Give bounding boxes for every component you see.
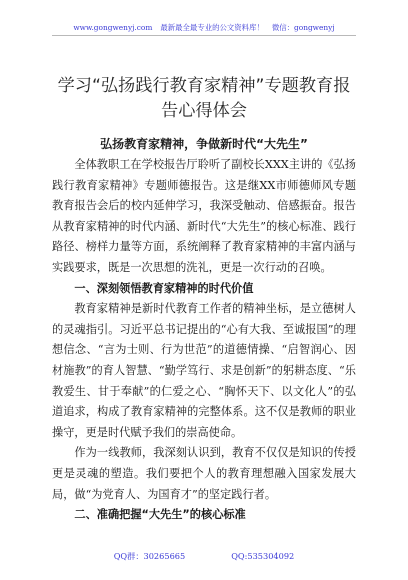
header-divider [52,35,356,36]
section-1-paragraph-2: 作为一线教师，我深刻认识到，教育不仅仅是知识的传授更是灵魂的塑造。我们要把个人的教育理想融入国家发展大局，做“为党育人、为国育才”的坚定践行者。 [52,446,356,501]
header-website-link[interactable]: www.gongwenyj.com [73,23,153,32]
footer-qq-contact: QQ:535304092 [231,551,295,561]
header-tagline: 最新最全最专业的公文资料库！ [160,23,264,32]
page-footer [0,551,408,562]
document-subtitle: 弘扬教育家精神，争做新时代“大先生” [100,137,308,151]
section-1-paragraph-1: 教育家精神是新时代教育工作者的精神坐标，是立德树人的灵魂指引。习近平总书记提出的“心有大我、至诚报国”的理想信念、“言为士则、行为世范”的道德情操、“启智润心、因材施教”的育人智慧、“勤学笃行、求是创新”的躬耕态度、“乐教爱生、甘于奉献”的仁爱之心、“胸怀天下、以文化人”的弘道追求，构成了教育家精神的完整体系。这不仅是教师的职业操守，更是时代赋予我们的崇高使命。 [52,302,356,439]
document-title: 学习“弘扬践行教育家精神”专题教育报告心得体会 [57,76,351,121]
document-body [52,155,356,526]
page-header [0,22,408,33]
section-heading-2: 二、准确把握“大先生”的核心标准 [74,508,246,522]
footer-qq-group: QQ群：30265665 [113,551,186,561]
header-wechat: 微信：gongwenyj [271,23,335,32]
intro-paragraph: 全体教职工在学校报告厅聆听了副校长XXX主讲的《弘扬践行教育家精神》专题师德报告。这是继XX市师德师风专题教育报告会后的校内延伸学习，我深受触动、倍感振奋。报告从教育家精神的时代内涵、新时代“大先生”的核心标准、践行路径、榜样力量等方面，系统阐释了教育家精神的丰富内涵与实践要求，既是一次思想的洗礼，更是一次行动的召唤。 [52,158,356,274]
section-heading-1: 一、深刻领悟教育家精神的时代价值 [74,281,254,295]
